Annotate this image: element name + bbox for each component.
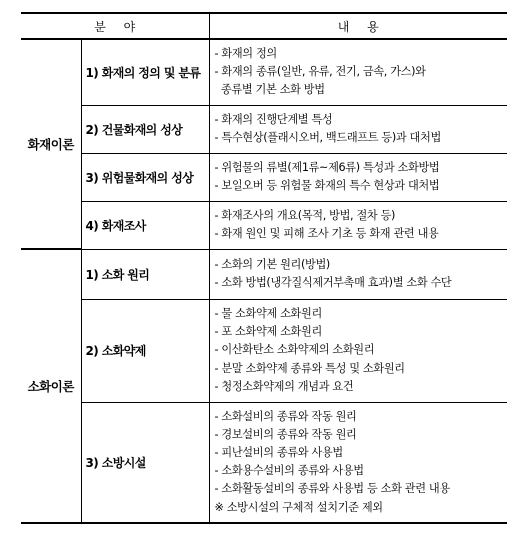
table-row [21, 39, 507, 105]
content-line: ※ 소방시설의 구체적 설치기준 제외 [214, 500, 383, 514]
content-line: - 특수현상(플래시오버, 백드래프트 등)과 대처법 [214, 131, 441, 144]
content-line: - 물 소화약제 소화원리 [214, 306, 322, 320]
content-line: - 소화의 기본 원리(방법) [214, 257, 330, 271]
content-line: - 화재조사의 개요(목적, 방법, 절차 등) [214, 208, 396, 222]
subject-cell: 1) 화재의 정의 및 분류 [81, 39, 209, 105]
content-line: - 화재의 정의 [214, 46, 277, 60]
content-line: 종류별 기본 소화 방법 [217, 83, 325, 97]
syllabus-table [21, 12, 507, 524]
content-cell [209, 299, 507, 402]
content-cell [209, 105, 507, 153]
content-line: - 피난설비의 종류와 사용법 [214, 446, 343, 460]
content-line: - 화재 원인 및 피해 조사 기초 등 화재 관련 내용 [214, 227, 439, 240]
table-row [21, 249, 507, 299]
table-row [21, 402, 507, 523]
table-row [21, 105, 507, 153]
content-line: - 소화용수설비의 종류와 사용법 [214, 464, 364, 478]
content-line: - 보일오버 등 위험물 화재의 특수 현상과 대처법 [214, 179, 440, 192]
subject-cell: 2) 소화약제 [81, 299, 209, 402]
subject-cell: 2) 건물화재의 성상 [81, 105, 209, 153]
table-row [21, 201, 507, 249]
content-line: - 소화활동설비의 종류와 사용법 등 소화 관련 내용 [214, 482, 450, 496]
content-line: - 포 소화약제 소화원리 [214, 325, 322, 339]
content-cell [209, 201, 507, 249]
content-cell [209, 402, 507, 523]
content-cell [209, 249, 507, 299]
table-row [21, 153, 507, 201]
subject-cell: 1) 소화 원리 [81, 249, 209, 299]
content-cell [209, 153, 507, 201]
content-line: - 경보설비의 종류와 작동 원리 [214, 427, 357, 441]
subject-cell: 3) 소방시설 [81, 402, 209, 523]
content-line: - 위험물의 류별(제1류~제6류) 특성과 소화방법 [214, 160, 440, 174]
content-line: - 화재의 종류(일반, 유류, 전기, 금속, 가스)와 [214, 65, 426, 79]
content-line: - 소화설비의 종류와 작동 원리 [214, 409, 357, 423]
content-line: - 청정소화약제의 개념과 요건 [214, 379, 354, 393]
header-content: 내 용 [209, 13, 507, 39]
header-row [21, 13, 507, 39]
category-cell: 소화이론 [21, 249, 81, 523]
subject-cell: 3) 위험물화재의 성상 [81, 153, 209, 201]
table-row [21, 299, 507, 402]
content-line: - 이산화탄소 소화약제의 소화원리 [214, 343, 375, 357]
category-cell: 화재이론 [21, 39, 81, 249]
content-line: - 분말 소화약제 종류와 특성 및 소화원리 [214, 361, 405, 375]
content-line: - 소화 방법(냉각질식제거부촉매 효과)별 소화 수단 [214, 276, 452, 289]
content-line: - 화재의 진행단계별 특성 [214, 112, 333, 126]
subject-cell: 4) 화재조사 [81, 201, 209, 249]
header-field: 분 야 [21, 13, 209, 39]
content-cell [209, 39, 507, 105]
